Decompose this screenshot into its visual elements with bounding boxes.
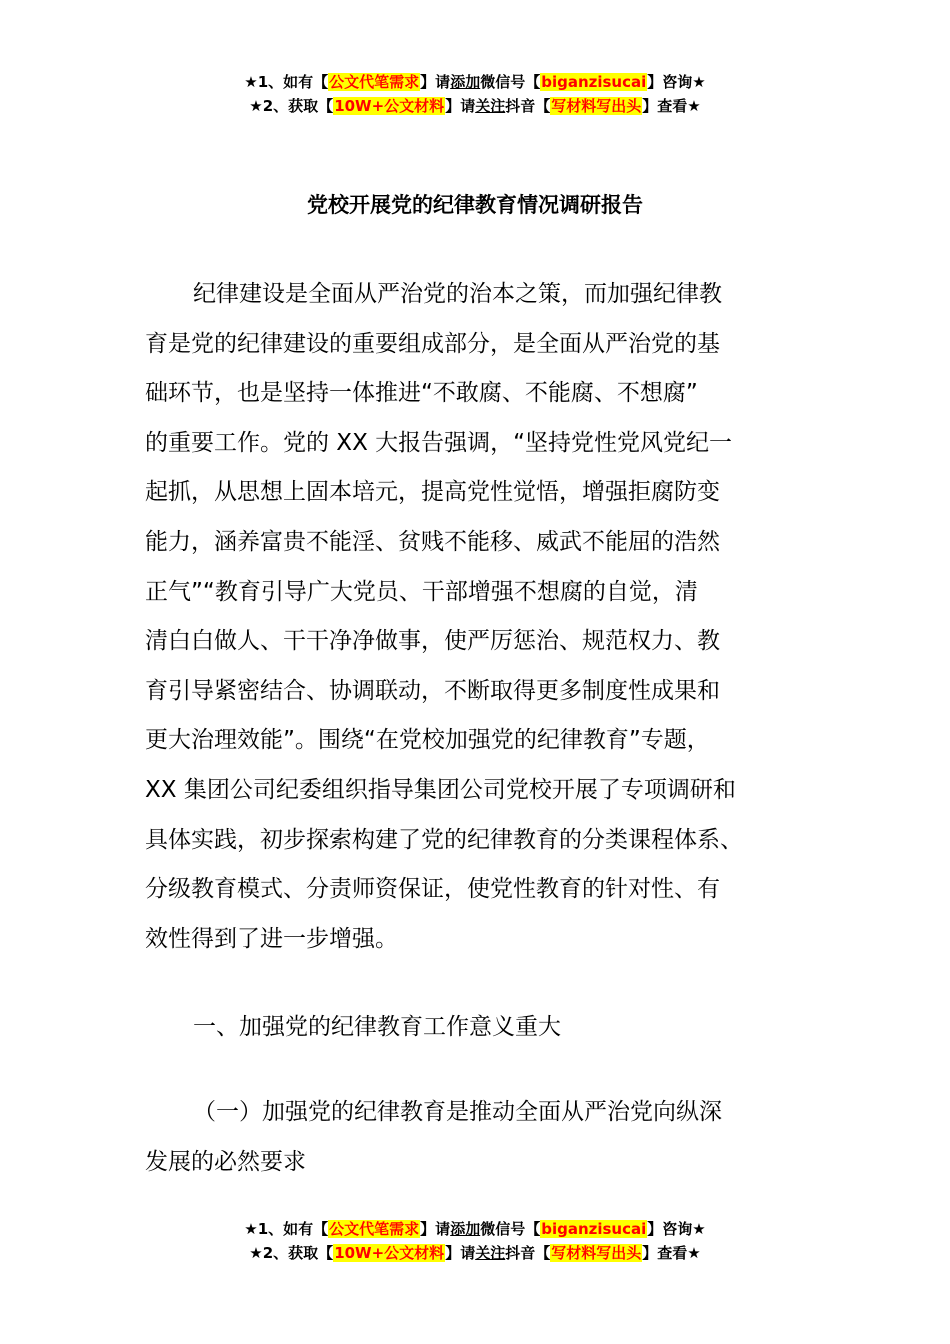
banner-text: ★2、获取【	[249, 97, 334, 115]
text-line: 纪律建设是全面从严治党的治本之策，而加强纪律教	[193, 281, 722, 307]
section-heading-1: 一、加强党的纪律教育工作意义重大	[193, 1014, 561, 1040]
banner-text: 】咨询★	[647, 73, 706, 91]
banner-text: 】请	[420, 1220, 451, 1238]
underlined-text: 关注	[475, 97, 506, 115]
text-line: 础环节，也是坚持一体推进“不敢腐、不能腐、不想腐”	[145, 380, 698, 407]
banner-text: 】请	[445, 1244, 476, 1262]
header-banner	[0, 70, 950, 118]
footer-banner	[0, 1217, 950, 1265]
highlight-wechat-id: biganzisucai	[541, 1220, 647, 1238]
text-line: （一）加强党的纪律教育是推动全面从严治党向纵深	[193, 1099, 722, 1125]
paragraph-intro	[145, 270, 807, 964]
subsection-heading-1	[145, 1088, 807, 1187]
highlight-douyin-id: 写材料写出头	[551, 1244, 642, 1262]
banner-line-2	[0, 94, 950, 118]
banner-text: ★2、获取【	[249, 1244, 334, 1262]
highlight-materials: 10W+公文材料	[334, 1244, 445, 1262]
text-line: XX 集团公司纪委组织指导集团公司党校开展了专项调研和	[145, 776, 736, 803]
text-line: 具体实践，初步探索构建了党的纪律教育的分类课程体系、	[145, 826, 743, 853]
highlight-service: 公文代笔需求	[329, 73, 420, 91]
highlight-wechat-id: biganzisucai	[541, 73, 647, 91]
highlight-service: 公文代笔需求	[329, 1220, 420, 1238]
text-line: 正气”“教育引导广大党员、干部增强不想腐的自觉，清	[145, 578, 698, 605]
text-line: 更大治理效能”。围绕“在党校加强党的纪律教育”专题，	[145, 727, 710, 754]
banner-text: 】查看★	[642, 97, 701, 115]
text-line: 育是党的纪律建设的重要组成部分，是全面从严治党的基	[145, 330, 720, 357]
text-line: 起抓，从思想上固本培元，提高党性觉悟，增强拒腐防变	[145, 479, 720, 506]
banner-text: 抖音【	[505, 97, 551, 115]
text-line: 效性得到了进一步增强。	[145, 925, 398, 952]
text-line: 发展的必然要求	[145, 1148, 306, 1175]
banner-line-2	[0, 1241, 950, 1265]
text-line: 育引导紧密结合、协调联动，不断取得更多制度性成果和	[145, 677, 720, 704]
underlined-text: 关注	[475, 1244, 506, 1262]
highlight-materials: 10W+公文材料	[334, 97, 445, 115]
text-line: 分级教育模式、分责师资保证，使党性教育的针对性、有	[145, 876, 720, 903]
highlight-douyin-id: 写材料写出头	[551, 97, 642, 115]
banner-text: 抖音【	[505, 1244, 551, 1262]
banner-text: 微信号【	[480, 73, 541, 91]
banner-line-1	[0, 70, 950, 94]
text-line: 的重要工作。党的 XX 大报告强调，“坚持党性党风党纪一	[145, 429, 733, 456]
document-title: 党校开展党的纪律教育情况调研报告	[307, 193, 643, 217]
banner-text: ★1、如有【	[244, 73, 329, 91]
banner-text: 微信号【	[480, 1220, 541, 1238]
banner-text: ★1、如有【	[244, 1220, 329, 1238]
banner-text: 】查看★	[642, 1244, 701, 1262]
banner-text: 】请	[420, 73, 451, 91]
underlined-text: 添加	[450, 73, 481, 91]
underlined-text: 添加	[450, 1220, 481, 1238]
text-line: 能力，涵养富贵不能淫、贫贱不能移、威武不能屈的浩然	[145, 528, 720, 555]
banner-line-1	[0, 1217, 950, 1241]
banner-text: 】请	[445, 97, 476, 115]
text-line: 清白白做人、干干净净做事，使严厉惩治、规范权力、教	[145, 628, 720, 655]
banner-text: 】咨询★	[647, 1220, 706, 1238]
